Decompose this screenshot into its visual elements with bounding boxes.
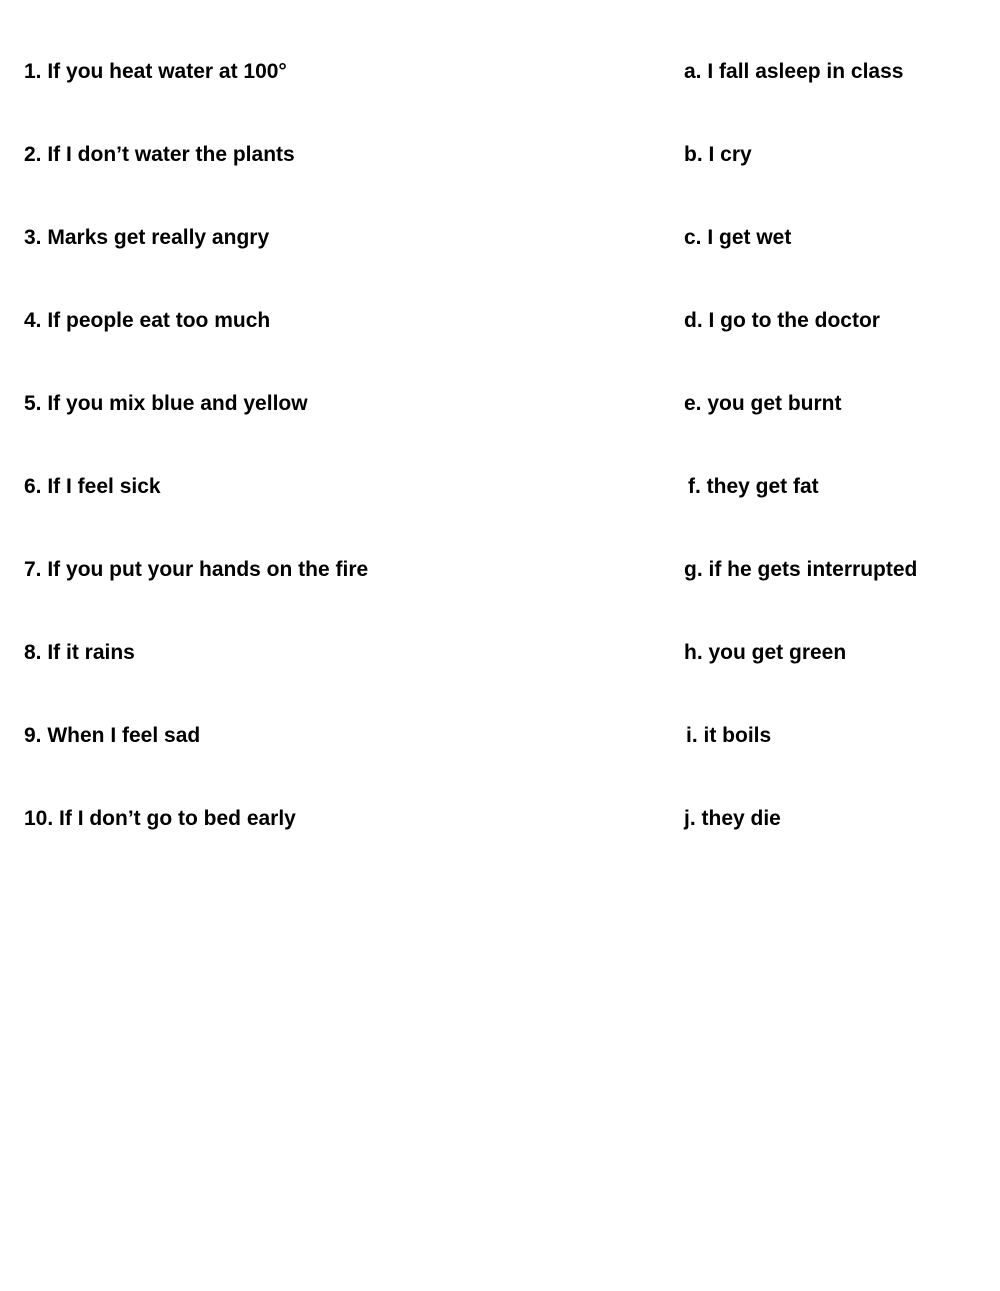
sentence-start-5: 5. If you mix blue and yellow — [24, 392, 308, 415]
worksheet-row — [0, 799, 1000, 839]
sentence-start-2: 2. If I don’t water the plants — [24, 143, 295, 166]
worksheet-row — [0, 52, 1000, 92]
sentence-end-c: c. I get wet — [684, 226, 792, 249]
sentence-end-b: b. I cry — [684, 143, 752, 166]
sentence-end-j: j. they die — [684, 807, 781, 830]
worksheet-row — [0, 716, 1000, 756]
sentence-end-e: e. you get burnt — [684, 392, 842, 415]
worksheet-row — [0, 301, 1000, 341]
worksheet-row — [0, 218, 1000, 258]
sentence-end-f: f. they get fat — [688, 475, 819, 498]
sentence-end-h: h. you get green — [684, 641, 847, 664]
sentence-end-g: g. if he gets interrupted — [684, 558, 918, 581]
sentence-start-1: 1. If you heat water at 100° — [24, 60, 287, 83]
worksheet-row — [0, 550, 1000, 590]
worksheet-row — [0, 384, 1000, 424]
sentence-end-d: d. I go to the doctor — [684, 309, 880, 332]
sentence-end-i: i. it boils — [686, 724, 772, 747]
sentence-start-9: 9. When I feel sad — [24, 724, 201, 747]
sentence-start-6: 6. If I feel sick — [24, 475, 161, 498]
worksheet-row — [0, 467, 1000, 507]
sentence-start-3: 3. Marks get really angry — [24, 226, 270, 249]
worksheet-row — [0, 633, 1000, 673]
sentence-start-8: 8. If it rains — [24, 641, 135, 664]
sentence-start-4: 4. If people eat too much — [24, 309, 271, 332]
sentence-start-7: 7. If you put your hands on the fire — [24, 558, 369, 581]
sentence-start-10: 10. If I don’t go to bed early — [24, 807, 296, 830]
worksheet-row — [0, 135, 1000, 175]
sentence-end-a: a. I fall asleep in class — [684, 60, 904, 83]
